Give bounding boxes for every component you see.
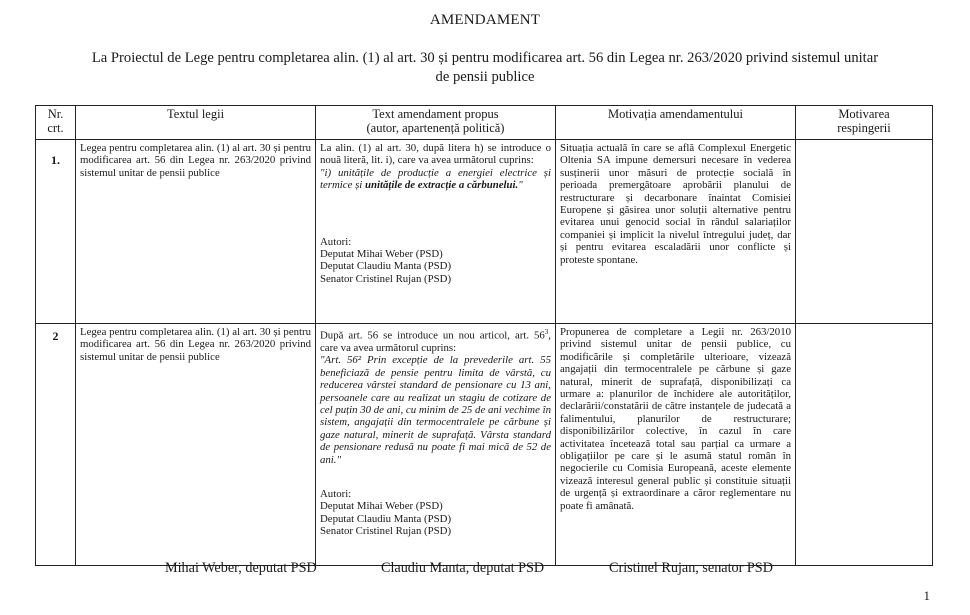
cell-motivatia: Situația actuală în care se află Complexul Energetic Oltenia SA impune demersuri necesare în vederea susținerii unor măsuri de protecție socială în perioada premergătoare aprobării planului de restructurare și decarbonare înaintat Comisiei Europene și găsirea unor soluții alternative pentru evitarea unui genocid social în rândul salariaților companiei și implicit la nivelul întregului județ, dar și pentru evitarea escaladării unor conflicte și proteste spontane. <box>556 140 796 324</box>
cell-motivarea-respingerii <box>796 324 933 566</box>
document-title: AMENDAMENT <box>429 12 541 28</box>
cell-amendament <box>316 140 556 324</box>
table-row <box>36 324 933 566</box>
cell-motivarea-respingerii <box>796 140 933 324</box>
amendment-quote: "i) unitățile de producție a energiei electrice și termice și unitățile de extracție a cărbunelui." <box>320 166 551 192</box>
page-number: 1 <box>923 588 930 603</box>
header-textul-legii: Textul legii <box>76 106 316 140</box>
authors-list: Autori: Deputat Mihai Weber (PSD) Deputat Claudiu Manta (PSD) Senator Cristinel Rujan (PSD) <box>320 235 452 285</box>
row-number: 2 <box>36 324 76 566</box>
cell-textul-legii: Legea pentru completarea alin. (1) al art. 30 și pentru modificarea art. 56 din Legea nr. 263/2020 privind sistemul unitar de pensii publice <box>76 140 316 324</box>
document-subtitle <box>30 49 940 87</box>
header-nr-crt: Nr. crt. <box>36 106 76 140</box>
header-motivarea-respingerii: Motivarea respingerii <box>796 106 933 140</box>
signature-cristinel-rujan: Cristinel Rujan, senator PSD <box>609 560 773 576</box>
row-number: 1. <box>36 140 76 324</box>
header-text-amendament: Text amendament propus (autor, apartenență politică) <box>316 106 556 140</box>
authors-list: Autori: Deputat Mihai Weber (PSD) Deputat Claudiu Manta (PSD) Senator Cristinel Rujan (PSD) <box>320 488 452 538</box>
amendment-quote: "Art. 56² Prin excepție de la prevederile art. 55 beneficiază de pensie pentru limita de vârstă, cu reducerea vârstei standard de pensionare cu 13 ani, persoanele care au realizat un stagiu de cotizare de cel puțin 30 de ani, cu minim de 25 de ani vechime în sistem, angajații din termocentralele pe cărbune și gaze natural, minerit de suprafață. Vârsta standard de pensionare redusă nu poate fi mai mică de 52 de ani." <box>320 354 551 466</box>
cell-motivatia: Propunerea de completare a Legii nr. 263/2010 privind sistemul unitar de pensii publice, cu modificările și completările ulterioare, vizează angajații din termocentralele pe cărbune și gaze natural, minerit de suprafață, disponibilizați ca urmare a: planurilor de închidere ale autorităților, declarării/constatării de către instanțele de judecată a falimentului, planurilor de restructurare; disponibilizărilor colective, în cazul în care activitatea încetează total sau parțial ca urmare a obligațiilor pe care și le asumă statul român în negocierile cu Comisia Europeană, aceste elemente vizează interesul general public și constituie situații de urgență și extraordinare a căror reglementare nu poate fi amânată. <box>556 324 796 566</box>
signature-claudiu-manta: Claudiu Manta, deputat PSD <box>381 560 545 576</box>
table-header-row <box>36 106 933 140</box>
signature-mihai-weber: Mihai Weber, deputat PSD <box>165 560 317 576</box>
amendment-intro: După art. 56 se introduce un nou articol, art. $56^3$, care va avea următorul cuprins: <box>320 328 551 354</box>
table-row <box>36 140 933 324</box>
cell-amendament <box>316 324 556 566</box>
header-motivatia: Motivația amendamentului <box>556 106 796 140</box>
cell-textul-legii: Legea pentru completarea alin. (1) al art. 30 și pentru modificarea art. 56 din Legea nr. 263/2020 privind sistemul unitar de pensii publice <box>76 324 316 566</box>
amendment-intro: La alin. (1) al art. 30, după litera h) se introduce o nouă literă, lit. i), care va avea următorul cuprins: <box>320 142 551 167</box>
subtitle-line-1: La Proiectul de Lege pentru completarea alin. (1) al art. 30 și pentru modificarea art. 56 din Legea nr. 263/2020 privind sistemul unitar <box>91 50 879 66</box>
subtitle-line-2: de pensii publice <box>435 69 535 85</box>
amendment-table <box>35 105 933 566</box>
